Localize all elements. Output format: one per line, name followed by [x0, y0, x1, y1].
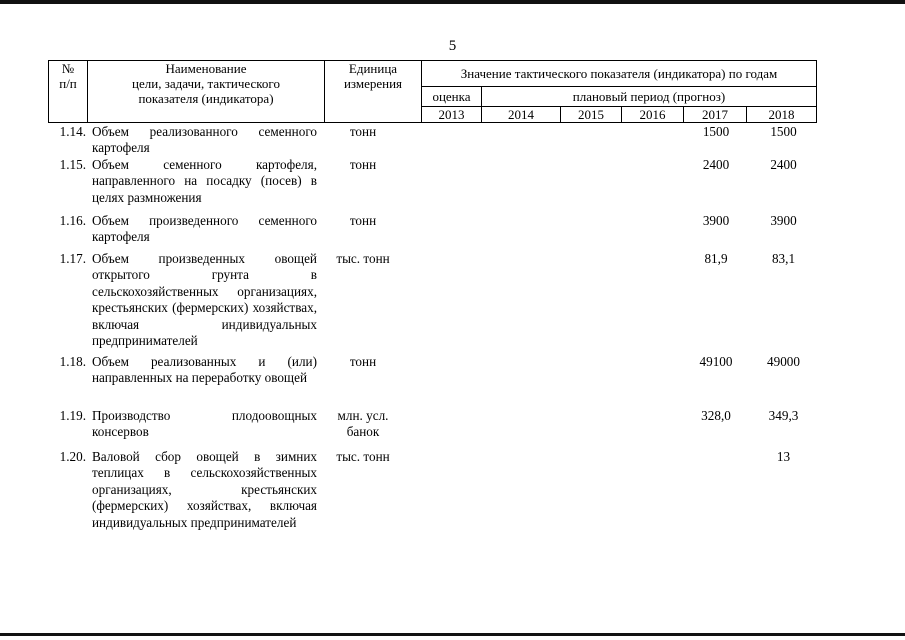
- row-number: 1.17.: [59, 251, 86, 266]
- header-year-2017: 2017: [684, 107, 747, 123]
- table-row: [48, 408, 818, 449]
- row-value-2018: 49000: [767, 354, 800, 369]
- row-unit: тонн: [349, 213, 377, 228]
- header-unit: Единица измерения: [325, 61, 422, 123]
- row-value-2018: 83,1: [771, 251, 796, 266]
- header-year-2018: 2018: [747, 107, 817, 123]
- header-num: № п/п: [49, 61, 88, 123]
- row-value-2018: 2400: [770, 157, 797, 172]
- page-number: 5: [448, 38, 457, 54]
- row-unit: тыс. тонн: [336, 251, 390, 266]
- table-header: [48, 60, 817, 123]
- table-body: [48, 124, 818, 549]
- row-value-2017: 2400: [702, 157, 730, 172]
- header-plan: плановый период (прогноз): [482, 87, 817, 107]
- row-value-2017: 3900: [702, 213, 730, 228]
- row-value-2017: 1500: [702, 124, 730, 139]
- header-estimate: оценка: [422, 87, 482, 107]
- header-year-2014: 2014: [482, 107, 561, 123]
- row-indicator-name: Производство плодоовощных консервов: [92, 408, 317, 440]
- table-row: [48, 449, 818, 549]
- header-name: Наименование цели, задачи, тактического показателя (индикатора): [88, 61, 325, 123]
- row-unit: тонн: [349, 354, 377, 369]
- row-number: 1.16.: [59, 213, 86, 228]
- row-value-2017: 328,0: [701, 408, 731, 423]
- row-value-2018: 1500: [770, 124, 797, 139]
- row-value-2017: 81,9: [704, 251, 728, 266]
- row-unit: тыс. тонн: [336, 449, 390, 464]
- row-value-2018: 13: [776, 449, 791, 464]
- row-number: 1.20.: [59, 449, 86, 464]
- row-indicator-name: Объем произведенного семенного картофеля: [92, 213, 317, 245]
- row-unit: млн. усл. банок: [337, 408, 389, 440]
- row-value-2017: 49100: [699, 354, 733, 369]
- row-indicator-name: Валовой сбор овощей в зимних теплицах в сельскохозяйственных организациях, крестьянских (фермерских) хозяйствах, включая индивидуальных предпринимателей: [92, 449, 317, 530]
- row-value-2018: 349,3: [768, 408, 799, 423]
- row-indicator-name: Объем произведенных овощей открытого грунта в сельскохозяйственных организациях, крестьянских (фермерских) хозяйствах, включая индивидуальных предпринимателей: [92, 251, 317, 349]
- header-year-2013: 2013: [422, 107, 482, 123]
- row-number: 1.19.: [59, 408, 86, 423]
- row-number: 1.15.: [59, 157, 86, 172]
- table-row: [48, 213, 818, 251]
- row-indicator-name: Объем реализованного семенного картофеля: [92, 124, 317, 156]
- header-year-2015: 2015: [561, 107, 622, 123]
- table-row: [48, 157, 818, 213]
- bottom-rule: [0, 633, 905, 636]
- top-rule: [0, 0, 905, 4]
- table-row: [48, 124, 818, 157]
- row-indicator-name: Объем семенного картофеля, направленного на посадку (посев) в целях размножения: [92, 157, 317, 205]
- row-indicator-name: Объем реализованных и (или) направленных на переработку овощей: [92, 354, 317, 386]
- table-row: [48, 251, 818, 354]
- row-unit: тонн: [349, 124, 377, 139]
- row-unit: тонн: [349, 157, 377, 172]
- row-number: 1.14.: [59, 124, 86, 139]
- row-value-2018: 3900: [770, 213, 797, 228]
- header-year-2016: 2016: [622, 107, 684, 123]
- header-values: Значение тактического показателя (индикатора) по годам: [422, 61, 817, 87]
- row-number: 1.18.: [59, 354, 86, 369]
- table-row: [48, 354, 818, 408]
